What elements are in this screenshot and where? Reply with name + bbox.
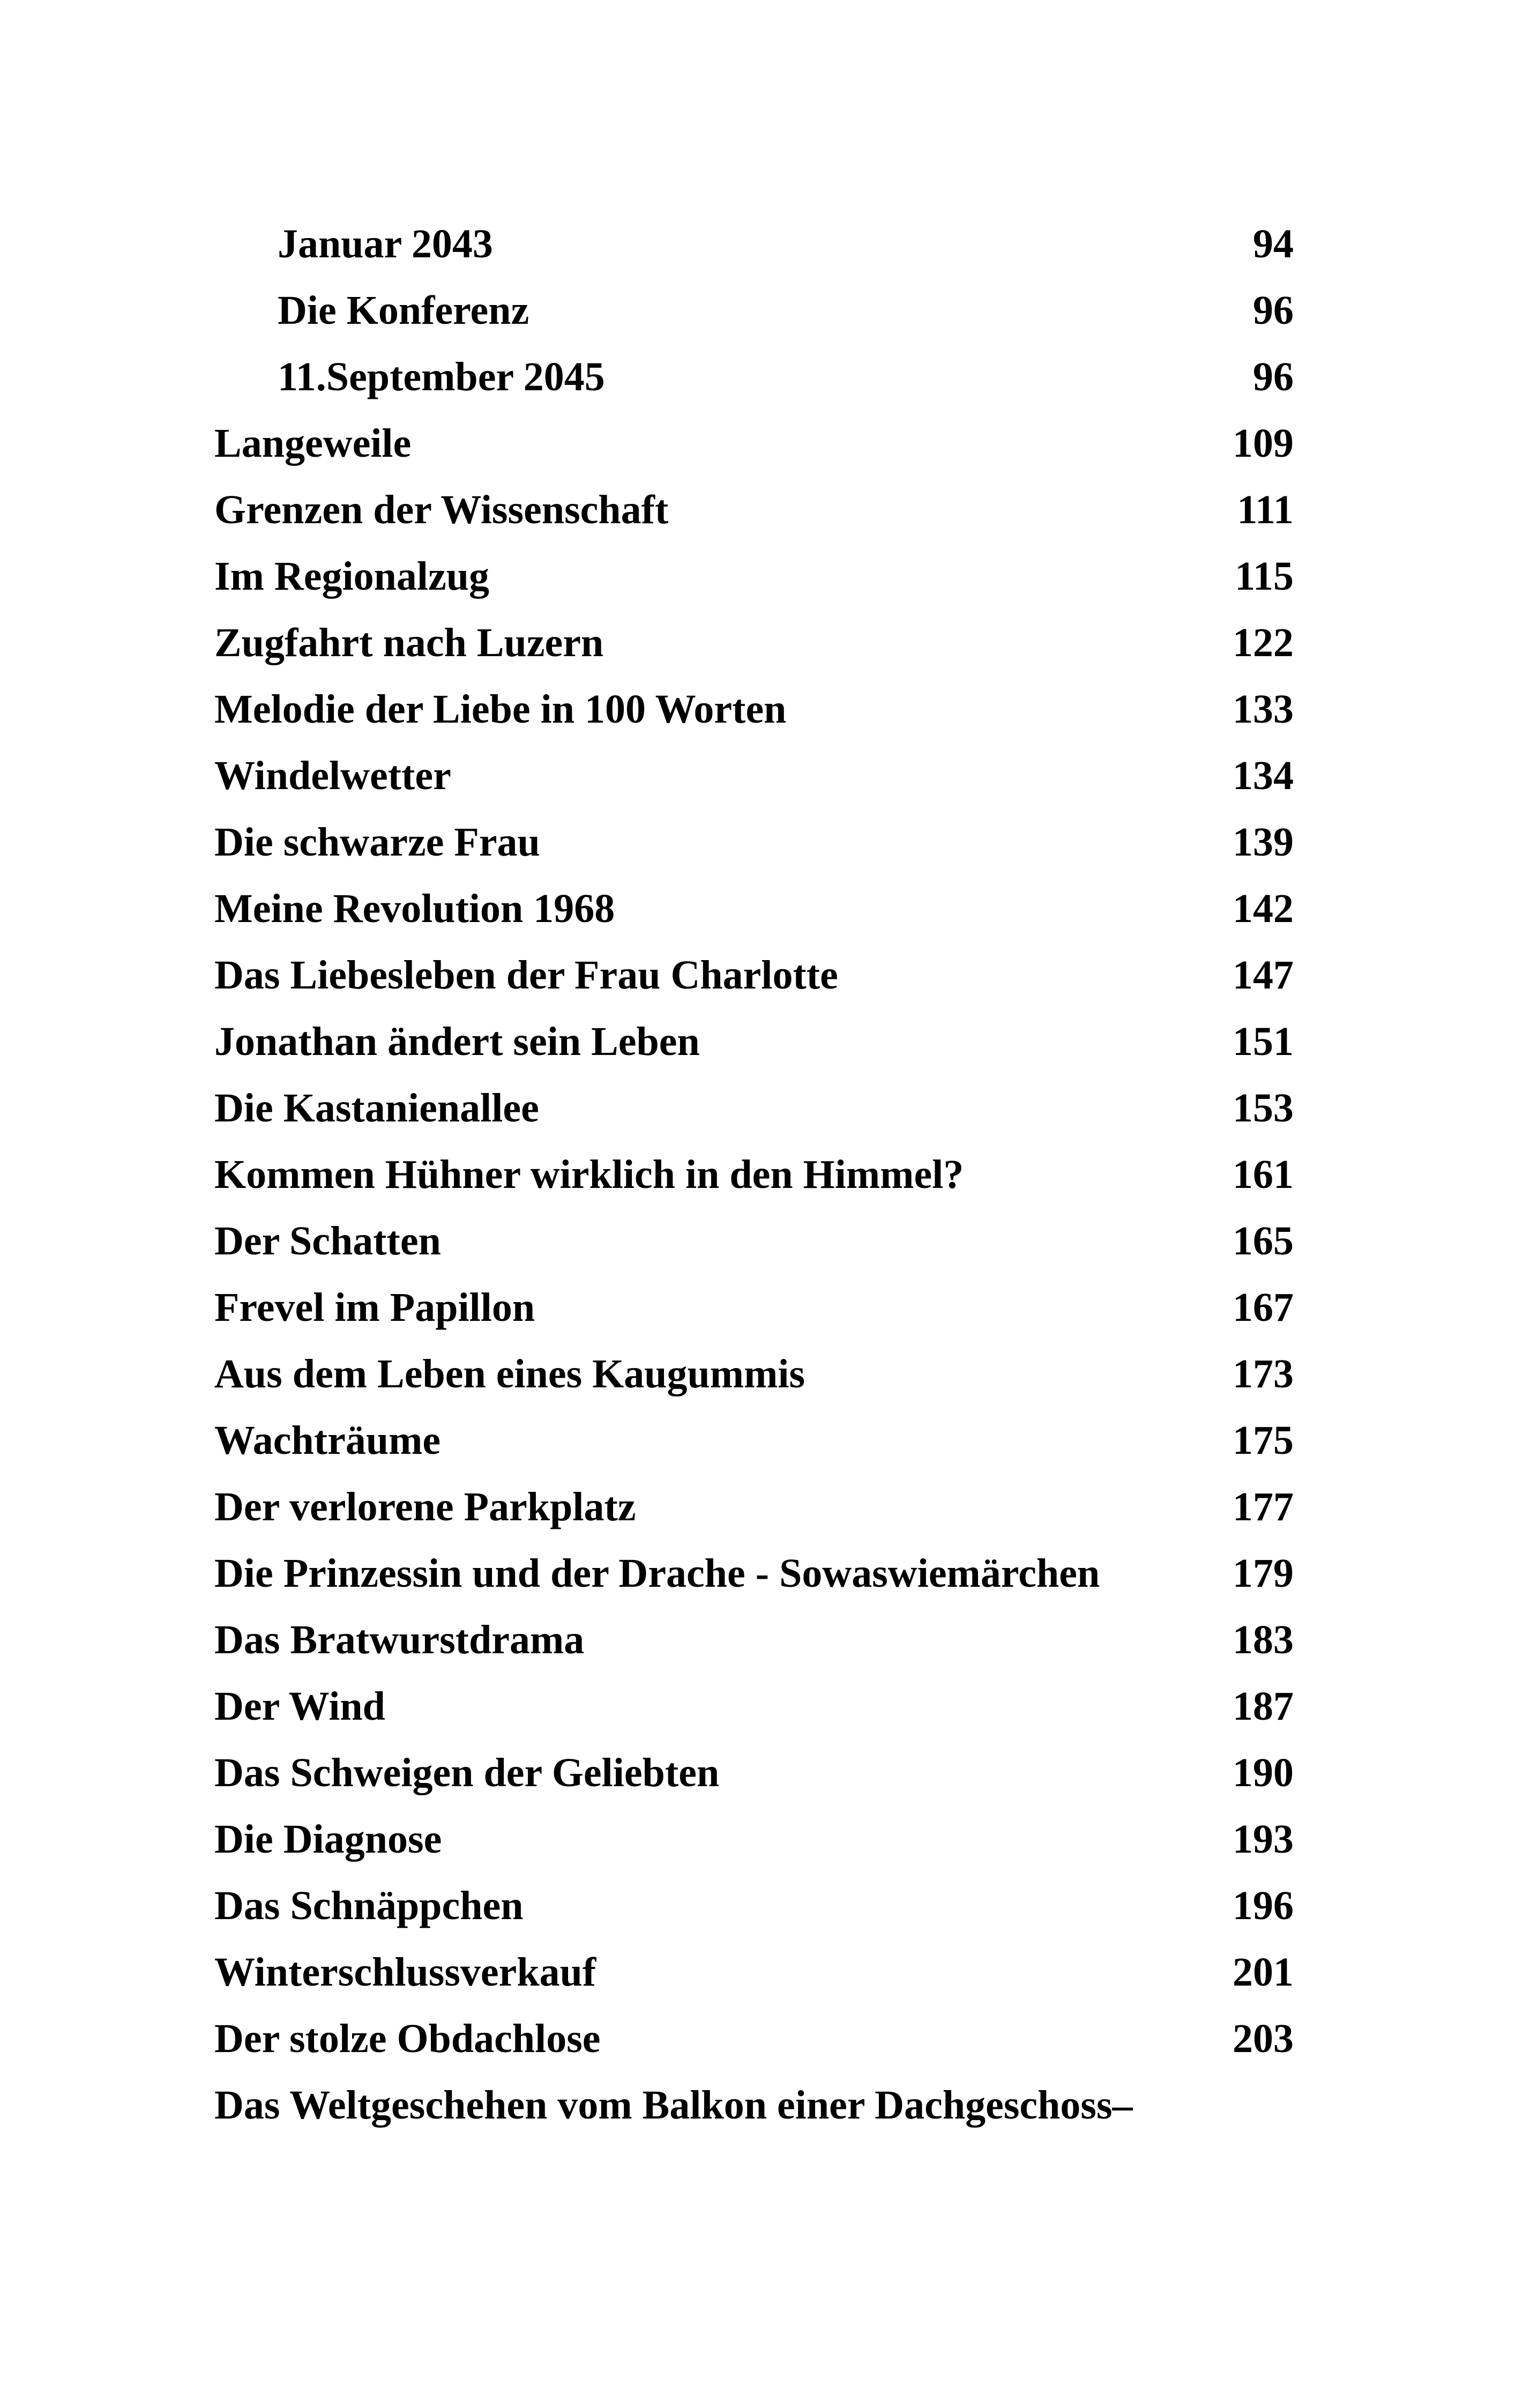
- toc-entry: [214, 477, 1294, 543]
- toc-entry-title: Die schwarze Frau: [214, 820, 540, 865]
- toc-entry: [214, 676, 1294, 742]
- toc-entry-title: Die Diagnose: [214, 1817, 442, 1862]
- toc-entry: [214, 410, 1294, 477]
- toc-entry: [214, 942, 1294, 1008]
- toc-entry-title: Kommen Hühner wirklich in den Himmel?: [214, 1152, 964, 1197]
- toc-entry: [214, 1208, 1294, 1274]
- toc-entry-page-number: 183: [1233, 1617, 1294, 1662]
- toc-entry-title: Die Prinzessin und der Drache - Sowaswiemärchen: [214, 1551, 1100, 1596]
- table-of-contents: [214, 211, 1294, 2138]
- toc-entry-page-number: 134: [1233, 753, 1294, 798]
- toc-entry: [214, 1806, 1294, 1872]
- toc-entry-page-number: 165: [1233, 1218, 1294, 1264]
- toc-entry-title: Januar 2043: [278, 221, 493, 266]
- toc-entry: [214, 809, 1294, 875]
- toc-entry-page-number: 94: [1253, 221, 1294, 266]
- toc-entry-page-number: 175: [1233, 1418, 1294, 1463]
- toc-entry-page-number: 96: [1253, 288, 1294, 333]
- toc-entry: [214, 875, 1294, 942]
- toc-entry: [214, 1274, 1294, 1341]
- toc-entry-page-number: 151: [1233, 1019, 1294, 1064]
- toc-entry-title: Grenzen der Wissenschaft: [214, 487, 669, 532]
- toc-entry: [214, 211, 1294, 277]
- toc-entry: [214, 742, 1294, 809]
- toc-entry: [214, 1008, 1294, 1075]
- toc-entry: [214, 1872, 1294, 1939]
- toc-entry-page-number: 179: [1233, 1551, 1294, 1596]
- toc-entry-page-number: 161: [1233, 1152, 1294, 1197]
- toc-entry-page-number: 193: [1233, 1817, 1294, 1862]
- toc-entry-title: Das Weltgeschehen vom Balkon einer Dachgeschoss–: [214, 2083, 1133, 2128]
- toc-entry-page-number: 147: [1233, 953, 1294, 998]
- toc-entry: [214, 1939, 1294, 2005]
- toc-entry: [214, 2072, 1294, 2138]
- toc-entry-title: Das Liebesleben der Frau Charlotte: [214, 953, 838, 998]
- toc-entry: [214, 2005, 1294, 2072]
- toc-entry-title: Winterschlussverkauf: [214, 1950, 596, 1995]
- toc-entry-page-number: 133: [1233, 687, 1294, 732]
- toc-entry: [214, 1141, 1294, 1208]
- toc-entry-page-number: 139: [1233, 820, 1294, 865]
- toc-entry-title: Der stolze Obdachlose: [214, 2016, 601, 2061]
- toc-entry: [214, 543, 1294, 610]
- toc-entry-page-number: 96: [1253, 354, 1294, 399]
- toc-entry-title: Meine Revolution 1968: [214, 886, 615, 931]
- toc-entry: [214, 1341, 1294, 1407]
- toc-entry: [214, 344, 1294, 410]
- toc-entry-page-number: 203: [1233, 2016, 1294, 2061]
- toc-entry-page-number: 187: [1233, 1684, 1294, 1729]
- toc-entry-title: Der verlorene Parkplatz: [214, 1484, 636, 1529]
- toc-entry-title: Aus dem Leben eines Kaugummis: [214, 1351, 805, 1396]
- toc-entry-page-number: 190: [1233, 1750, 1294, 1795]
- toc-entry-title: Zugfahrt nach Luzern: [214, 620, 604, 665]
- toc-entry-page-number: 173: [1233, 1351, 1294, 1396]
- toc-entry-title: Frevel im Papillon: [214, 1285, 535, 1330]
- toc-entry-page-number: 201: [1233, 1950, 1294, 1995]
- toc-entry: [214, 1407, 1294, 1474]
- toc-entry: [214, 1673, 1294, 1740]
- toc-entry: [214, 1075, 1294, 1141]
- toc-entry: [214, 1540, 1294, 1607]
- toc-entry-title: Die Konferenz: [278, 288, 529, 333]
- toc-entry-page-number: 196: [1233, 1883, 1294, 1928]
- toc-entry-title: Langeweile: [214, 421, 412, 466]
- toc-entry-title: Die Kastanienallee: [214, 1086, 539, 1131]
- toc-entry-page-number: 122: [1233, 620, 1294, 665]
- toc-entry-page-number: 115: [1235, 554, 1294, 599]
- toc-entry: [214, 1474, 1294, 1540]
- toc-entry-title: Melodie der Liebe in 100 Worten: [214, 687, 787, 732]
- toc-entry: [214, 277, 1294, 344]
- toc-entry-title: 11.September 2045: [278, 354, 605, 399]
- toc-entry: [214, 1607, 1294, 1673]
- toc-entry-page-number: 153: [1233, 1086, 1294, 1131]
- toc-entry: [214, 1740, 1294, 1806]
- toc-entry-title: Wachträume: [214, 1418, 441, 1463]
- toc-entry-title: Im Regionalzug: [214, 554, 489, 599]
- toc-entry-title: Das Schnäppchen: [214, 1883, 524, 1928]
- toc-entry-title: Das Schweigen der Geliebten: [214, 1750, 720, 1795]
- toc-entry-page-number: 111: [1237, 487, 1294, 532]
- toc-entry-page-number: 177: [1233, 1484, 1294, 1529]
- toc-entry-title: Der Schatten: [214, 1218, 441, 1264]
- toc-entry-page-number: 167: [1233, 1285, 1294, 1330]
- toc-entry: [214, 610, 1294, 676]
- toc-entry-title: Der Wind: [214, 1684, 385, 1729]
- toc-entry-page-number: 142: [1233, 886, 1294, 931]
- toc-entry-title: Windelwetter: [214, 753, 451, 798]
- toc-entry-page-number: 109: [1233, 421, 1294, 466]
- toc-entry-title: Jonathan ändert sein Leben: [214, 1019, 700, 1064]
- toc-entry-title: Das Bratwurstdrama: [214, 1617, 585, 1662]
